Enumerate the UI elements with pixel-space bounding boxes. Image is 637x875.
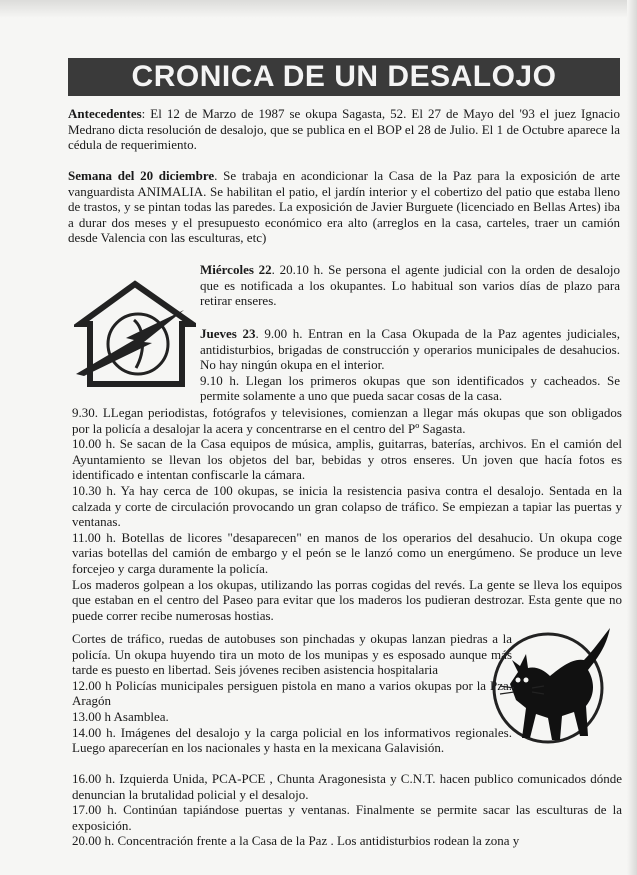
semana-label: Semana del 20 diciembre bbox=[68, 168, 215, 183]
antecedentes-text: : El 12 de Marzo de 1987 se okupa Sagasta, 52. El 27 de Mayo del '93 el juez Ignacio Medrano dicta resolución de desalojo, que se publica en el BOP el 28 de Julio. El 1 de Octubre aparece la cédula de requerimiento. bbox=[68, 106, 620, 153]
semana-text: . Se trabaja en acondicionar la Casa de la Paz para la exposición de arte vanguardista ANIMALIA. Se habilitan el patio, el jardín interior y el cobertizo del patio que estaba lleno de trastos, y se pintan todas las paredes. La exposición de Javier Burguete (licenciado en Bellas Artes) iba a durar dos meses y el presupuesto económico era alto (arreglos en la casa, carteles, traer un camión desde Valencia con las esculturas, etc) bbox=[68, 168, 620, 246]
paper-edge-shadow bbox=[627, 0, 637, 875]
event-1300: 13.00 h Asamblea. bbox=[72, 708, 169, 724]
event-1400: 14.00 h. Imágenes del desalojo y la carga policial en los informativos regionales. Luego aparecerían en los nacionales y hasta en la mexicana Galavisión. bbox=[72, 724, 512, 756]
page-title bbox=[68, 58, 620, 96]
event-1200: 12.00 h Policías municipales persiguen pistola en mano a varios okupas por la Pza. Aragón bbox=[72, 677, 512, 709]
miercoles-paragraph bbox=[200, 262, 620, 309]
event-cortes: Cortes de tráfico, ruedas de autobuses son pinchadas y okupas lanzan piedras a la policía. Un okupa huyendo tira un moto de los munipas y es esposado aunque más tarde es puesto en libertad. Seis jóvenes reciben asistencia hospitalaria bbox=[72, 631, 512, 678]
event-1030: 10.30 h. Ya hay cerca de 100 okupas, se inicia la resistencia pasiva contra el desalojo. Sentada en la calzada y corte de circulación provocando un gran colapso de tráfico. Se empiezan a tapiar las puertas y ventanas. bbox=[72, 482, 622, 530]
jueves-text: . 9.00 h. Entran en la Casa Okupada de la Paz agentes judiciales, antidisturbios, brigadas de construcción y operarios municipales de desahucios. No hay ningún okupa en el interior. bbox=[200, 326, 620, 373]
jueves-label: Jueves 23 bbox=[200, 326, 256, 341]
events-full-width bbox=[72, 405, 622, 623]
miercoles-label: Miércoles 22 bbox=[200, 262, 272, 277]
event-maderos: Los maderos golpean a los okupas, utilizando las porras cogidas del revés. La gente se lleva los equipos que estaban en el centro del Paseo para evitar que los maderos los pudieran destrozar. Esta gente que no puede correr recibe numerosas hostias. bbox=[72, 576, 622, 623]
antecedentes-label: Antecedentes bbox=[68, 106, 142, 121]
events-final bbox=[72, 771, 622, 849]
event-1100: 11.00 h. Botellas de licores "desaparecen" en manos de los operarios del desahucio. Un okupa coge varias botellas del camión de embargo y el peón se le lanzó como un energúmeno. Se produce un leve forcejeo y carga duramente la policía. bbox=[72, 529, 622, 576]
event-930: 9.30. LLegan periodistas, fotógrafos y televisiones, comienzan a llegar más okupas que son obligados por la policía a desalojar la acera y concentrarse en el centro del Pº Sagasta. bbox=[72, 405, 622, 436]
event-910: 9.10 h. Llegan los primeros okupas que son identificados y cacheados. Se permite solamente a uno que pueda sacar cosas de la casa. bbox=[200, 372, 620, 404]
event-1600: 16.00 h. Izquierda Unida, PCA-PCE , Chunta Aragonesista y C.N.T. hacen publico comunicados dónde denuncian la brutalidad policial y el desalojo. bbox=[72, 771, 622, 802]
okupa-house-lightning-icon bbox=[74, 280, 196, 390]
events-left-column bbox=[72, 631, 512, 756]
miercoles-text: . 20.10 h. Se persona el agente judicial con la orden de desalojo que es notificada a los okupantes. Lo habitual son varios días de plazo para retirar enseres. bbox=[200, 262, 620, 309]
semana-paragraph bbox=[68, 168, 620, 246]
event-2000: 20.00 h. Concentración frente a la Casa de la Paz . Los antidisturbios rodean la zona y bbox=[72, 833, 520, 849]
event-1000: 10.00 h. Se sacan de la Casa equipos de música, amplis, guitarras, baterías, archivos. En el camión del Ayuntamiento se llevan los objetos del bar, bebidas y otros enseres. Un joven que hacía fotos es identificado e intentan confiscarle la cámara. bbox=[72, 436, 622, 483]
page-title-text: CRONICA DE UN DESALOJO bbox=[131, 60, 557, 93]
event-1700: 17.00 h. Continúan tapiándose puertas y ventanas. Finalmente se permite sacar las esculturas de la exposición. bbox=[72, 802, 622, 833]
paper-fold-shadow bbox=[0, 0, 637, 18]
antecedentes-paragraph bbox=[68, 106, 620, 153]
jueves-paragraph bbox=[200, 326, 620, 404]
